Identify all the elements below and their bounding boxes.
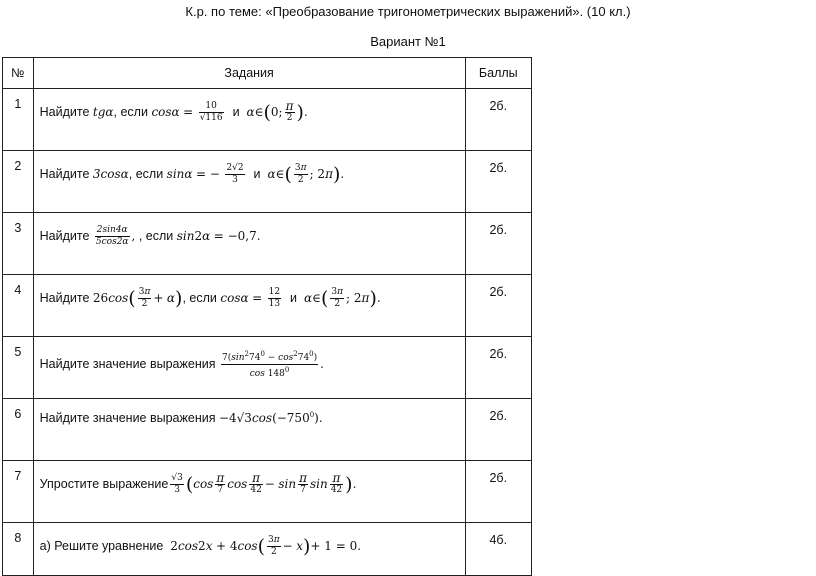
- document-title: К.р. по теме: «Преобразование тригонометрических выражений». (10 кл.): [185, 4, 631, 19]
- task-text: Найдите значение выражения $-4√3\cos(-750^0)$.: [33, 399, 465, 461]
- task-prefix: Найдите: [39, 166, 90, 181]
- table-header-row: [3, 58, 532, 89]
- column-header-points: Баллы: [465, 58, 531, 89]
- task-prefix: Найдите: [39, 104, 90, 119]
- task-text: Найдите $\frac{2\sin 4\alpha}{5\cos 2\alpha}$ , , если sin2α = −0,7.: [33, 213, 465, 275]
- task-prefix: а) Решите уравнение: [39, 538, 164, 553]
- task-points: 2б.: [465, 151, 531, 213]
- table-row: [3, 213, 532, 275]
- task-condition: , если: [128, 166, 164, 181]
- task-number: 5: [3, 337, 34, 399]
- formula: 3cosα: [92, 166, 129, 181]
- task-prefix: Найдите значение выражения: [39, 411, 216, 425]
- variant-label: Вариант №1: [370, 34, 446, 49]
- task-text: Найдите 26cos( $\frac{3\pi}{2}$ + α), если cosα = $\frac{12}{13}$ и α∈( $\frac{3\pi}{2}$ ; 2π).: [33, 275, 465, 337]
- table-row: [3, 461, 532, 523]
- task-prefix: Найдите: [39, 290, 90, 305]
- task-condition: , если: [138, 228, 174, 243]
- task-and: и: [232, 104, 240, 119]
- tasks-table: [2, 57, 532, 576]
- task-points: 2б.: [465, 89, 531, 151]
- task-prefix: Упростите выражение: [39, 476, 169, 491]
- table-row: [3, 89, 532, 151]
- task-number: 7: [3, 461, 34, 523]
- table-row: [3, 275, 532, 337]
- task-text: Найдите 3cosα, если sinα = − $\frac{2√2}{3}$ и α∈( $\frac{3\pi}{2}$ ; 2π).: [33, 151, 465, 213]
- formula: tgα: [92, 104, 114, 119]
- task-points: 2б.: [465, 213, 531, 275]
- task-prefix: Найдите значение выражения: [39, 356, 216, 371]
- task-points: 2б.: [465, 461, 531, 523]
- formula: cosα: [151, 104, 180, 119]
- task-number: 6: [3, 399, 34, 461]
- table-row: [3, 399, 532, 461]
- task-text: а) Решите уравнение 2cos2x + 4cos( $\frac{3\pi}{2}$ − x)+ 1 = 0.: [33, 523, 465, 576]
- column-header-tasks: Задания: [33, 58, 465, 89]
- table-row: [3, 151, 532, 213]
- task-number: 3: [3, 213, 34, 275]
- column-header-number: №: [3, 58, 34, 89]
- task-and: и: [290, 290, 298, 305]
- task-points: 2б.: [465, 337, 531, 399]
- task-number: 1: [3, 89, 34, 151]
- task-text: Найдите значение выражения $\frac{7(\sin^274^0 - \cos^274^0)}{\cos 148^0}$ .: [33, 337, 465, 399]
- task-prefix: Найдите: [39, 228, 90, 243]
- task-number: 2: [3, 151, 34, 213]
- task-condition: , если: [113, 104, 148, 119]
- task-and: и: [253, 166, 261, 181]
- task-points: 4б.: [465, 523, 531, 576]
- task-text: Упростите выражение $\frac{√3}{3}$ (cos $\frac{\pi}{7}$ cos $\frac{\pi}{42}$ − sin $\frac{\pi}{7}$ sin $\frac{\pi}{42}$ ).: [33, 461, 465, 523]
- table-row: [3, 337, 532, 399]
- fraction: $\frac{10}{√116}$: [199, 101, 223, 123]
- task-number: 8: [3, 523, 34, 576]
- task-number: 4: [3, 275, 34, 337]
- table-row: [3, 523, 532, 576]
- task-text: Найдите tgα, если cosα = $\frac{10}{√116}$ и α∈(0; $\frac{\pi}{2}$ ).: [33, 89, 465, 151]
- task-condition: , если: [182, 290, 217, 305]
- task-points: 2б.: [465, 275, 531, 337]
- task-points: 2б.: [465, 399, 531, 461]
